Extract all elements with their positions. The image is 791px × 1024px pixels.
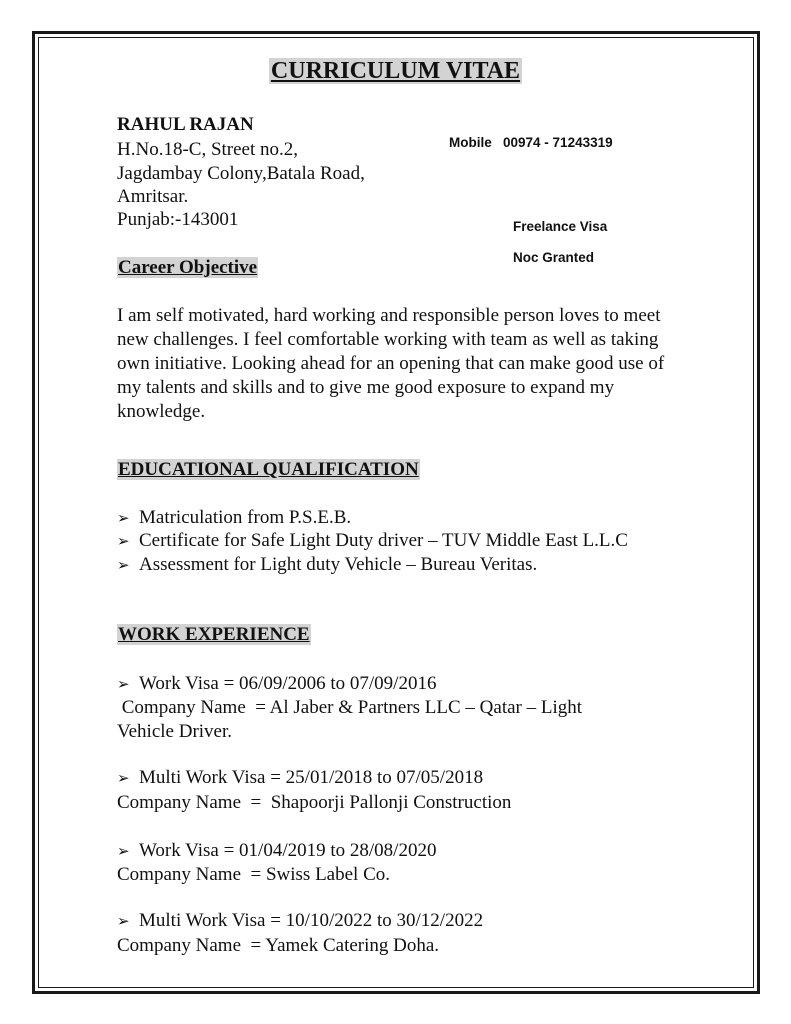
address-line-4: Punjab:-143001	[117, 209, 239, 230]
company-line: Company Name = Yamek Catering Doha.	[117, 935, 440, 956]
visa-period-text: Work Visa = 06/09/2006 to 07/09/2016	[139, 673, 437, 694]
arrow-bullet-icon: ➢	[117, 556, 130, 574]
company-line: Company Name = Swiss Label Co.	[117, 864, 390, 885]
company-line: Company Name = Shapoorji Pallonji Construction	[117, 792, 512, 813]
arrow-bullet-icon: ➢	[117, 842, 130, 860]
education-heading-text: EDUCATIONAL QUALIFICATION	[118, 459, 419, 480]
career-objective-text: I am self motivated, hard working and responsible person loves to meet new challenges. I feel comfortable working with team as well as taking own initiative. Looking ahead for an opening that can make good use of my talents and skills and to give me good exposure to expand my knowledge.	[117, 305, 665, 422]
arrow-bullet-icon: ➢	[117, 509, 130, 527]
address-line-3: Amritsar.	[117, 186, 189, 207]
visa-period-text: Work Visa = 01/04/2019 to 28/08/2020	[139, 840, 437, 861]
arrow-bullet-icon: ➢	[117, 532, 130, 550]
address-line-2: Jagdambay Colony,Batala Road,	[117, 163, 365, 184]
arrow-bullet-icon: ➢	[117, 769, 130, 787]
candidate-name: RAHUL RAJAN	[117, 114, 254, 135]
work-visa-line	[117, 767, 483, 789]
arrow-bullet-icon: ➢	[117, 912, 130, 930]
visa-period-text: Multi Work Visa = 25/01/2018 to 07/05/2018	[139, 767, 484, 788]
career-objective-heading	[117, 257, 258, 279]
mobile-number: 00974 - 71243319	[503, 135, 613, 150]
mobile-info	[449, 135, 613, 150]
work-experience-heading	[117, 624, 311, 646]
mobile-label: Mobile	[449, 135, 492, 150]
title-text: CURRICULUM VITAE	[270, 58, 521, 84]
company-line-continued: Vehicle Driver.	[117, 721, 233, 742]
education-item-text: Assessment for Light duty Vehicle – Bureau Veritas.	[139, 554, 538, 575]
education-heading	[117, 459, 420, 481]
visa-period-text: Multi Work Visa = 10/10/2022 to 30/12/2022	[139, 910, 484, 931]
visa-status: Freelance Visa	[513, 219, 608, 234]
work-visa-line	[117, 910, 483, 932]
education-item-text: Matriculation from P.S.E.B.	[139, 507, 352, 528]
work-visa-line	[117, 673, 436, 695]
work-visa-line	[117, 840, 436, 862]
list-item	[117, 554, 537, 576]
document-title	[0, 58, 791, 85]
list-item	[117, 530, 628, 552]
education-item-text: Certificate for Safe Light Duty driver – TUV Middle East L.L.C	[139, 530, 628, 551]
company-line: Company Name = Al Jaber & Partners LLC – Qatar – Light	[117, 697, 583, 718]
arrow-bullet-icon: ➢	[117, 675, 130, 693]
list-item	[117, 507, 351, 529]
noc-status: Noc Granted	[513, 250, 595, 265]
work-experience-heading-text: WORK EXPERIENCE	[118, 624, 310, 645]
career-objective-heading-text: Career Objective	[118, 257, 258, 278]
address-line-1: H.No.18-C, Street no.2,	[117, 139, 299, 160]
